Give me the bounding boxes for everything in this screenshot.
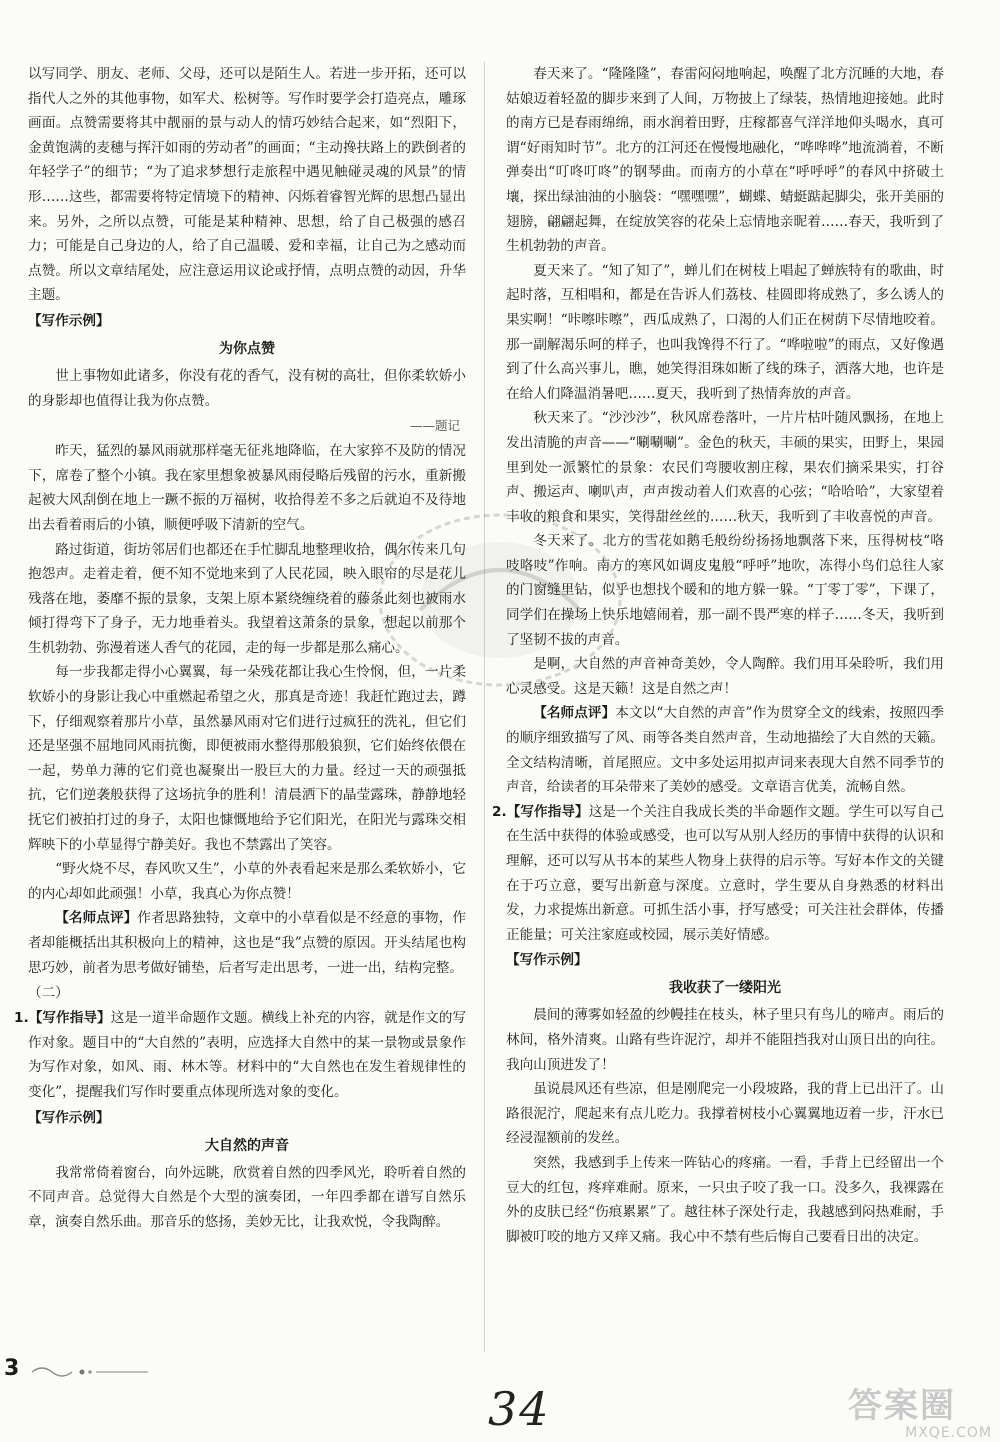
essay-paragraph: 是啊，大自然的声音神奇美妙，令人陶醉。我们用耳朵聆听，我们用心灵感受。这是天籁！这是自然之声！ <box>506 656 944 697</box>
example-label: 【写作示例】 <box>506 952 588 969</box>
essay-paragraph: 秋天来了。“沙沙沙”，秋风席卷落叶，一片片枯叶随风飘扬，在地上发出清脆的声音——“唰唰唰”。金色的秋天，丰硕的果实，田野上，果园里到处一派繁忙的景象：农民们弯腰收割庄稼，果农们摘采果实，打谷声、搬运声、喇叭声，声声拨动着人们欢喜的心弦；“哈哈哈”，大家望着丰收的粮食和果实，笑得甜丝丝的……秋天，我听到了丰收喜悦的声音。 <box>506 410 944 525</box>
essay-paragraph: 我常常倚着窗台，向外远眺，欣赏着自然的四季风光，聆听着自然的不同声音。总觉得大自然是个大型的演奏团，一年四季都在谱写自然乐章，演奏自然乐曲。那音乐的悠扬，美妙无比，让我欢悦，令我陶醉。 <box>28 1164 466 1230</box>
intro-paragraph: 以写同学、朋友、老师、父母，还可以是陌生人。若进一步开拓，还可以指代人之外的其他事物，如军犬、松树等。写作时要学会打造亮点，雕琢画面。点赞需要将其中靓丽的景与动人的情巧妙结合起来，如“烈阳下，金黄饱满的麦穗与挥汗如雨的劳动者”的画面；“主动搀扶路上的跌倒者的年轻学子”的细节；“为了追求梦想行走旅程中遇见触碰灵魂的风景”的情形……这些，都需要将特定情境下的精神、闪烁着睿智光辉的思想凸显出来。另外，之所以点赞，可能是某种精神、思想，给了自己极强的感召力；可能是自己身边的人，给了自己温暖、爱和幸福，让自己为之感动而点赞。所以文章结尾处，应注意运用议论或抒情，点明点赞的动因，升华主题。 <box>28 66 466 304</box>
writing-guide-item <box>492 800 944 948</box>
essay-paragraph: 晨间的薄雾如轻盈的纱幔挂在枝头，林子里只有鸟儿的啼声。雨后的林间，格外清爽。山路有些许泥泞，却并不能阻挡我对山顶日出的向往。我向山顶进发了！ <box>506 1007 944 1073</box>
review-text: 作者思路独特，文章中的小草看似是不经意的事物，作者却能概括出其积极向上的精神，这也是“我”点赞的原因。开头结尾也构思巧妙，前者为思考做好铺垫，后者写走出思考，一进一出，结构完整。 <box>28 910 467 976</box>
item-number: 1. <box>14 1010 29 1027</box>
guide-label: 【写作指导】 <box>28 1010 111 1027</box>
essay-paragraph: 每一步我都走得小心翼翼，每一朵残花都让我心生怜悯，但，一片柔软娇小的身影让我心中重燃起希望之火，那真是奇迹！我赶忙跑过去，蹲下，仔细观察着那片小草，虽然暴风雨对它们进行过疯狂的洗礼，但它们还是坚强不屈地同风雨抗衡，即便被雨水整得那般狼狈，它们始终依偎在一起，势单力薄的它们竟也凝聚出一股巨大的力量。经过一天的顽强抵抗，它们逆袭般获得了这场抗争的胜利！清晨洒下的晶莹露珠，静静地轻抚它们被拍打过的身子，太阳也慷慨地给予它们阳光，在阳光与露珠交相辉映下的小草显得宁静美好。我也不禁露出了笑容。 <box>28 664 466 853</box>
essay-paragraph: 虽说晨风还有些凉，但是刚爬完一小段坡路，我的背上已出汗了。山路很泥泞，爬起来有点儿吃力。我撑着树枝小心翼翼地迈着一步，汗水已经浸湿额前的发丝。 <box>506 1081 944 1147</box>
right-column <box>492 62 945 1249</box>
guide-label: 【写作指导】 <box>506 803 589 820</box>
handwritten-page-number: 34 <box>488 1382 551 1436</box>
writing-guide-item <box>14 1006 466 1104</box>
footer-ornament <box>30 1364 150 1378</box>
teacher-review <box>28 906 466 980</box>
essay-paragraph: 昨天，猛烈的暴风雨就那样毫无征兆地降临，在大家猝不及防的情况下，席卷了整个小镇。我在家里想象被暴风雨侵略后残留的污水，重新搬起被大风刮倒在地上一蹶不振的万福树，收拾得差不多之后就迫不及待地出去看着雨后的小镇，顺便呼吸下清新的空气。 <box>28 443 466 533</box>
review-label: 【名师点评】 <box>533 705 616 722</box>
review-text: 本文以“大自然的声音”作为贯穿全文的线索，按照四季的顺序细致描写了风、雨等各类自然声音，生动地描绘了大自然的天籁。全文结构清晰，首尾照应。文中多处运用拟声词来表现大自然不同季节的声音，给读者的耳朵带来了美妙的感受。文章语言优美，流畅自然。 <box>506 705 945 796</box>
essay-inscription: 世上事物如此诸多，你没有花的香气，没有树的高壮，但你柔软娇小的身影却也值得让我为你点赞。 <box>28 367 466 409</box>
guide-text: 这是一个关注自我成长类的半命题作文题。学生可以写自己在生活中获得的体验或感受，也可以写从别人经历的事情中获得的认识和理解，还可以写从书本的某些人物身上获得的启示等。写好本作文的关键在于巧立意，要写出新意与深度。立意时，学生要从自身熟悉的材料出发，力求提炼出新意。可抓生活小事，抒写感受；可关注社会群体，传播正能量；可关注家庭或校园，展示美好情感。 <box>506 803 945 943</box>
site-watermark <box>812 1386 992 1440</box>
teacher-review <box>506 701 944 799</box>
essay-paragraph: 突然，我感到手上传来一阵钻心的疼痛。一看，手背上已经留出一个豆大的红包，疼痒难耐。原来，一只虫子咬了我一口。没多久，我裸露在外的皮肤已经“伤痕累累”了。越往林子深处行走，我越感到闷热难耐，手脚被叮咬的地方又痒又痛。我心中不禁有些后悔自己要看日出的决定。 <box>506 1154 944 1245</box>
left-column <box>14 62 467 1234</box>
section-heading: （二） <box>28 985 69 1002</box>
essay-title: 我收获了一缕阳光 <box>669 980 781 997</box>
example-label: 【写作示例】 <box>28 312 110 329</box>
review-label: 【名师点评】 <box>55 910 138 927</box>
printed-page-number: 3 <box>4 1356 20 1381</box>
essay-paragraph: 春天来了。“隆隆隆”，春雷闷闷地响起，唤醒了北方沉睡的大地，春姑娘迈着轻盈的脚步来到了人间，万物披上了绿装，热情地迎接她。此时的南方已是春雨绵绵，雨水润着田野，庄稼都喜气洋洋地仰头喝水，真可谓“好雨知时节”。北方的江河还在慢慢地融化，“哗哗哗”地流淌着，不断弹奏出“叮咚叮咚”的钢琴曲。而南方的小草在“呼呼呼”的春风中挤破土壤，探出绿油油的小脑袋：“嘿嘿嘿”，蝴蝶、蜻蜓踮起脚尖，张开美丽的翅膀，翩翩起舞，在绽放笑容的花朵上忘情地亲昵着……春天，我听到了生机勃勃的声音。 <box>506 66 944 255</box>
item-number: 2. <box>492 803 507 820</box>
essay-paragraph: 路过街道，街坊邻居们也都还在手忙脚乱地整理收拾，偶尔传来几句抱怨声。走着走着，便不知不觉地来到了人民花园，映入眼帘的尽是花儿残落在地，萎靡不振的景象，支架上原本紧绕缠绕着的藤条此刻也被雨水倾打得弯下了身子，无力地垂着头。我望着这萧条的景象，想起以前那个生机勃勃、弥漫着迷人香气的花园，走的每一步都是那么痛心。 <box>28 541 466 656</box>
watermark-url: MXQE.COM <box>905 1425 992 1441</box>
essay-title: 为你点赞 <box>219 340 275 357</box>
essay-paragraph: “野火烧不尽，春风吹又生”，小草的外表看起来是那么柔软娇小，它的内心却如此顽强！小草，我真心为你点赞！ <box>28 861 466 902</box>
essay-title: 大自然的声音 <box>205 1137 289 1154</box>
essay-paragraph: 冬天来了。北方的雪花如鹅毛般纷纷扬扬地飘落下来，压得树枝“咯吱咯吱”作响。南方的寒风如调皮鬼般“呼呼”地吹，冻得小鸟们总往人家的门窗缝里钻，似乎也想找个暖和的地方躲一躲。“丁零丁零”，下课了，同学们在操场上快乐地嬉闹着，那一副不畏严寒的样子……冬天，我听到了坚韧不拔的声音。 <box>506 533 944 648</box>
example-label: 【写作示例】 <box>28 1109 110 1126</box>
essay-paragraph: 夏天来了。“知了知了”，蝉儿们在树枝上唱起了蝉族特有的歌曲，时起时落，互相唱和，都是在告诉人们荔枝、桂圆即将成熟了，多么诱人的果实啊！“咔嚓咔嚓”，西瓜成熟了，口渴的人们正在树荫下尽情地咬着。那一副解渴乐呵的样子，也叫我馋得不行了。“哗啦啦”的雨点，又好像遇到了什么高兴事儿，瞧，她笑得泪珠如断了线的珠子，洒落大地，也许是在给人们降温消暑吧……夏天，我听到了热情奔放的声音。 <box>506 262 944 402</box>
watermark-logo-text: 答案圈 <box>848 1386 956 1426</box>
guide-text: 这是一道半命题作文题。横线上补充的内容，就是作文的写作对象。题目中的“大自然的”表明，应选择大自然中的某一景物或景象作为写作对象，如风、雨、林木等。材料中的“大自然也在发生着规律性的变化”，提醒我们写作时要重点体现所选对象的变化。 <box>28 1010 467 1100</box>
inscription-signature: ——题记 <box>409 418 460 434</box>
